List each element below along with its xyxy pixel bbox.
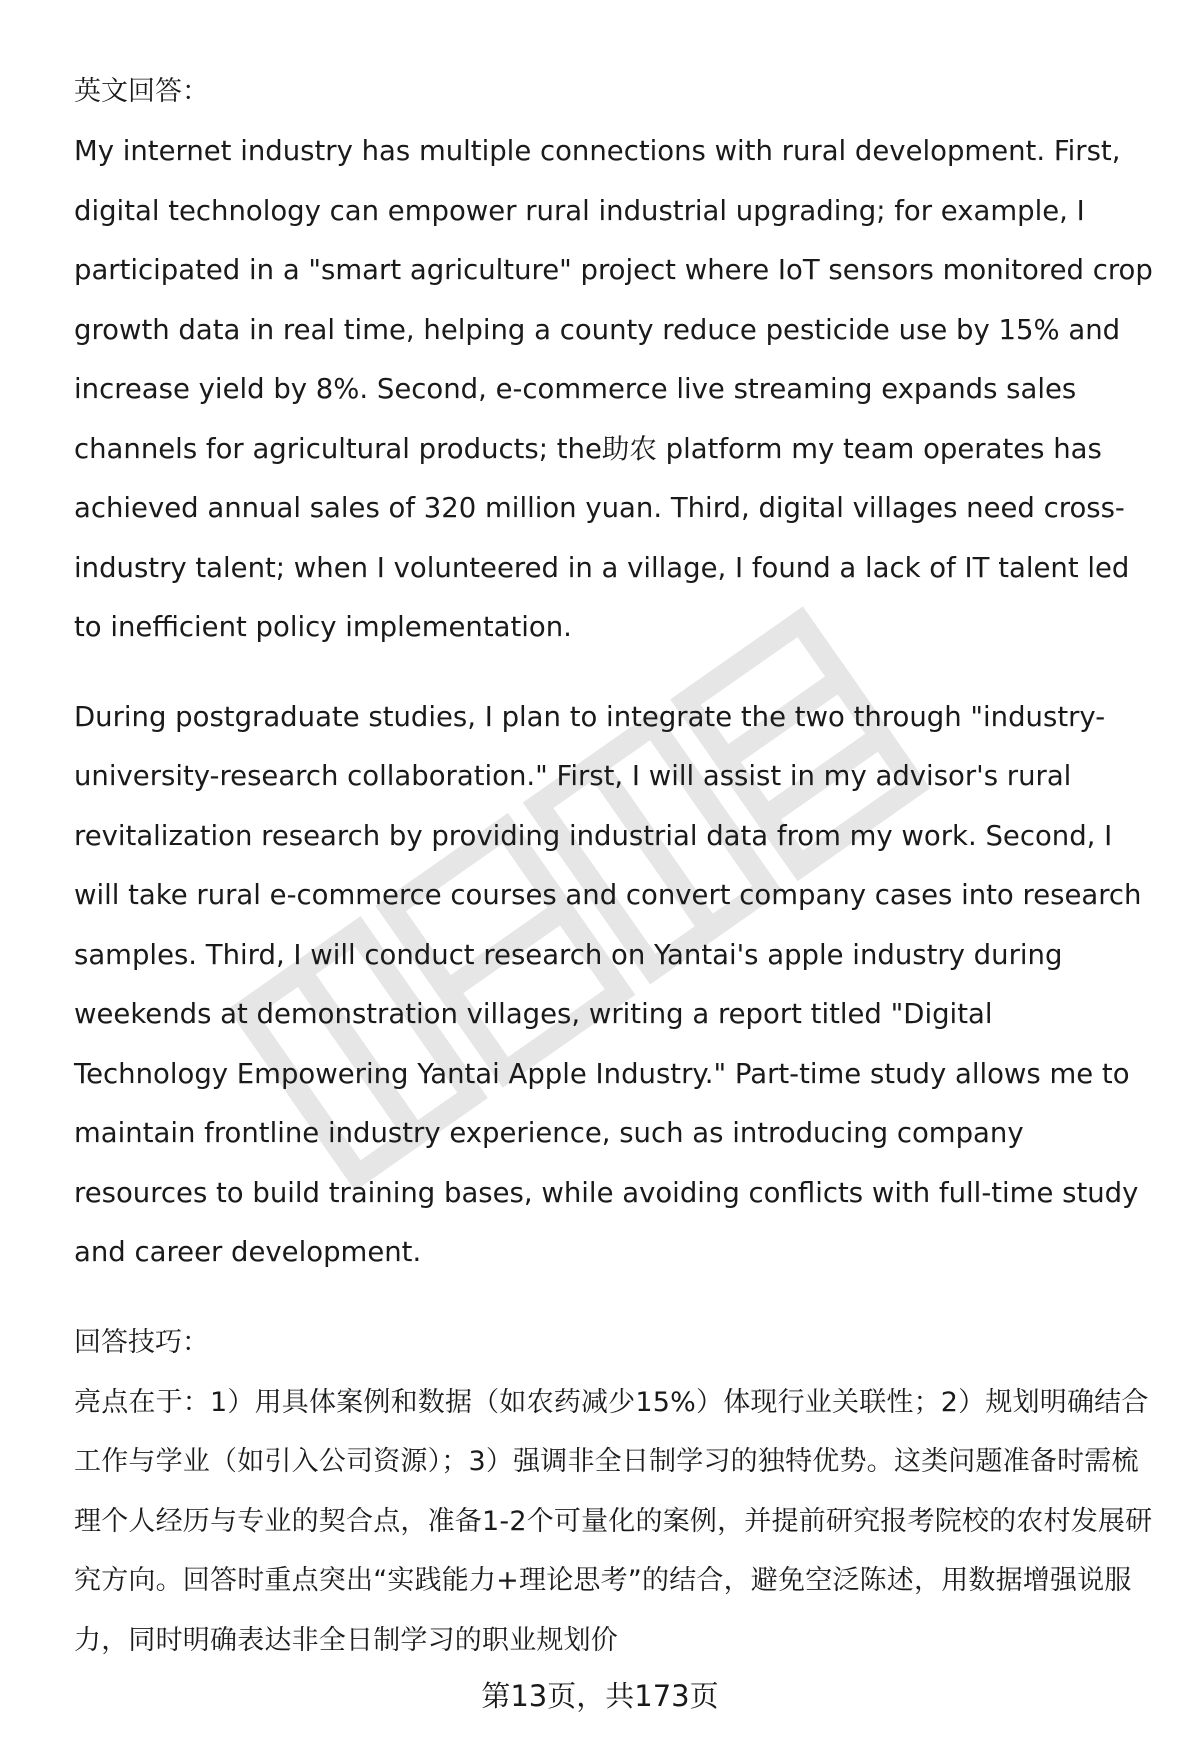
english-answer-paragraph-2: During postgraduate studies, I plan to integrate the two through "industry-university-research collaboration." First, I will assist in my advisor's rural revitalization research by providing industrial data from my work. Second, I will take rural e-commerce courses and convert company cases into research samples. Third, I will conduct research on Yantai's apple industry during weekends at demonstration villages, writing a report titled "Digital Technology Empowering Yantai Apple Industry." Part-time study allows me to maintain frontline industry experience, such as introducing company resources to build training bases, while avoiding conflicts with full-time study and career development. — [74, 700, 1142, 1268]
english-answer-label: 英文回答： — [74, 76, 209, 107]
english-answer-paragraph-1: My internet industry has multiple connections with rural development. First, digital technology can empower rural industrial upgrading; for example, I participated in a "smart agriculture" project where IoT sensors monitored crop growth data in real time, helping a county reduce pesticide use by 15% and increase yield by 8%. Second, e-commerce live streaming expands sales channels for agricultural products; the助农 platform my team operates has achieved annual sales of 320 million yuan. Third, digital villages need cross-industry talent; when I volunteered in a village, I found a lack of IT talent led to inefficient policy implementation. — [74, 135, 1153, 643]
answer-tips-label: 回答技巧： — [74, 1326, 209, 1358]
document-body — [74, 62, 1154, 1670]
answer-tips-paragraph: 亮点在于：1）用具体案例和数据（如农药减少15%）体现行业关联性；2）规划明确结合工作与学业（如引入公司资源）；3）强调非全日制学习的独特优势。这类问题准备时需梳理个人经历与专业的契合点，准备1-2个可量化的案例，并提前研究报考院校的农村发展研究方向。回答时重点突出“实践能力+理论思考”的结合，避免空泛陈述，用数据增强说服力，同时明确表达非全日制学习的职业规划价 — [74, 1386, 1153, 1656]
page-number: 第13页，共173页 — [481, 1679, 719, 1713]
